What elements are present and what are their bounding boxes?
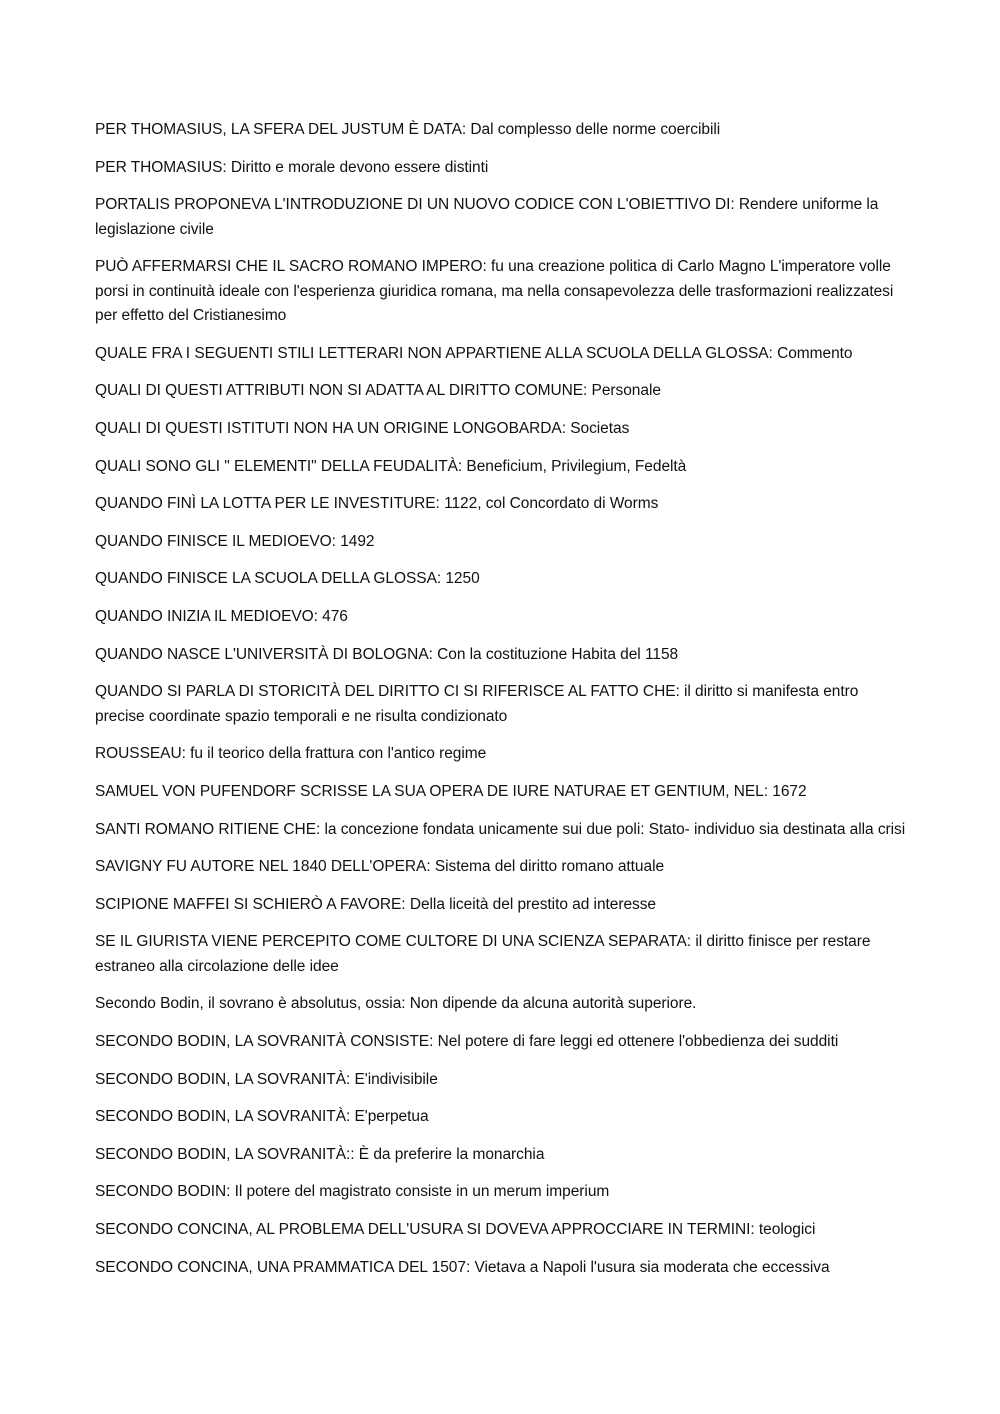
entry-rousseau: ROUSSEAU: fu il teorico della frattura con l'antico regime (95, 745, 487, 763)
entry-savigny: SAVIGNY FU AUTORE NEL 1840 DELL'OPERA: Sistema del diritto romano attuale (95, 858, 665, 876)
entry-thomasius-diritto-morale: PER THOMASIUS: Diritto e morale devono essere distinti (95, 158, 489, 176)
entry-thomasius-justum: PER THOMASIUS, LA SFERA DEL JUSTUM È DATA: Dal complesso delle norme coercibili (95, 121, 721, 138)
entry-origine-longobarda: QUALI DI QUESTI ISTITUTI NON HA UN ORIGINE LONGOBARDA: Societas (95, 420, 630, 438)
entry-fine-medioevo: QUANDO FINISCE IL MEDIOEVO: 1492 (95, 532, 375, 550)
entry-fine-scuola-glossa: QUANDO FINISCE LA SCUOLA DELLA GLOSSA: 1250 (95, 570, 480, 588)
entry-diritto-comune-attributi: QUALI DI QUESTI ATTRIBUTI NON SI ADATTA AL DIRITTO COMUNE: Personale (95, 382, 661, 400)
entry-storicita-diritto: QUANDO SI PARLA DI STORICITÀ DEL DIRITTO CI SI RIFERISCE AL FATTO CHE: il diritto si manifesta entro precise coordinate spazio temporali e ne risulta condizionato (95, 683, 859, 725)
entry-bodin-absolutus: Secondo Bodin, il sovrano è absolutus, ossia: Non dipende da alcuna autorità superiore. (95, 995, 697, 1013)
entry-scipione-maffei: SCIPIONE MAFFEI SI SCHIERÒ A FAVORE: Della liceità del prestito ad interesse (95, 895, 656, 913)
entry-pufendorf: SAMUEL VON PUFENDORF SCRISSE LA SUA OPERA DE IURE NATURAE ET GENTIUM, NEL: 1672 (95, 782, 807, 800)
entry-inizio-medioevo: QUANDO INIZIA IL MEDIOEVO: 476 (95, 608, 348, 626)
entry-bodin-perpetua: SECONDO BODIN, LA SOVRANITÀ: E'perpetua (95, 1108, 429, 1126)
entry-portalis-codice: PORTALIS PROPONEVA L'INTRODUZIONE DI UN NUOVO CODICE CON L'OBIETTIVO DI: Rendere uniforme la legislazione civile (95, 196, 879, 238)
entry-lotta-investiture: QUANDO FINÌ LA LOTTA PER LE INVESTITURE: 1122, col Concordato di Worms (95, 495, 659, 513)
entry-universita-bologna: QUANDO NASCE L'UNIVERSITÀ DI BOLOGNA: Con la costituzione Habita del 1158 (95, 645, 679, 663)
entry-bodin-magistrato: SECONDO BODIN: Il potere del magistrato consiste in un merum imperium (95, 1183, 610, 1201)
entry-santi-romano: SANTI ROMANO RITIENE CHE: la concezione fondata unicamente sui due poli: Stato- individuo sia destinata alla crisi (95, 820, 906, 838)
entry-bodin-sovranita-consiste: SECONDO BODIN, LA SOVRANITÀ CONSISTE: Nel potere di fare leggi ed ottenere l'obbedienza dei sudditi (95, 1032, 839, 1050)
entry-bodin-indivisibile: SECONDO BODIN, LA SOVRANITÀ: E'indivisibile (95, 1070, 438, 1088)
entry-bodin-monarchia: SECONDO BODIN, LA SOVRANITÀ:: È da preferire la monarchia (95, 1145, 545, 1163)
entry-giurista-scienza-separata: SE IL GIURISTA VIENE PERCEPITO COME CULTORE DI UNA SCIENZA SEPARATA: il diritto finisce per restare estraneo alla circolazione delle idee (95, 933, 871, 975)
entry-concina-prammatica: SECONDO CONCINA, UNA PRAMMATICA DEL 1507: Vietava a Napoli l'usura sia moderata che eccessiva (95, 1258, 830, 1276)
document-page (95, 118, 907, 1293)
entry-scuola-glossa-stili: QUALE FRA I SEGUENTI STILI LETTERARI NON APPARTIENE ALLA SCUOLA DELLA GLOSSA: Commento (95, 344, 853, 362)
entry-concina-usura: SECONDO CONCINA, AL PROBLEMA DELL'USURA SI DOVEVA APPROCCIARE IN TERMINI: teologici (95, 1220, 816, 1238)
entry-elementi-feudalita: QUALI SONO GLI " ELEMENTI" DELLA FEUDALITÀ: Beneficium, Privilegium, Fedeltà (95, 457, 687, 475)
entry-sacro-romano-impero: PUÒ AFFERMARSI CHE IL SACRO ROMANO IMPERO: fu una creazione politica di Carlo Magno L'imperatore volle porsi in continuità ideale con l'esperienza giuridica romana, ma nella consapevolezza delle trasformazioni realizzatesi per effetto del Cristianesimo (95, 258, 894, 325)
